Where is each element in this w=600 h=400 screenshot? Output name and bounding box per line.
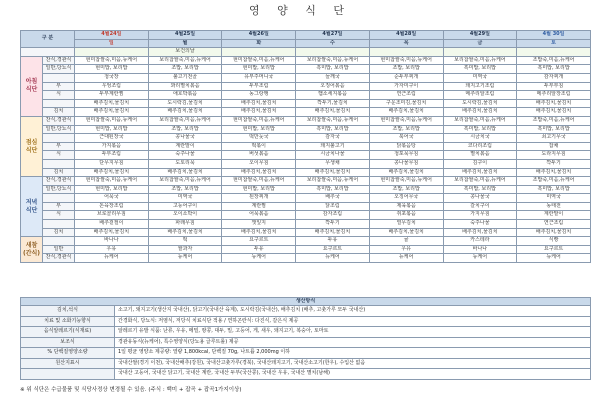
menu-item: 뉴케어 <box>75 254 149 263</box>
menu-item: 배추겉절이 <box>75 220 149 229</box>
menu-item: 현미밥, 보리밥 <box>75 65 149 74</box>
menu-item: 돼지고기조림 <box>443 82 517 91</box>
menu-item: 뉴케어 <box>517 254 591 263</box>
menu-item: 바나나 <box>443 245 517 254</box>
menu-item: 떡만둣국 <box>222 134 296 143</box>
menu-item: 배추김치,물김치 <box>75 108 149 117</box>
menu-item: 햄소세지볶음 <box>296 91 370 100</box>
menu-item: 뉴케어 <box>148 254 222 263</box>
row-label: 찬식,경관식 <box>43 116 75 125</box>
menu-item: 구운조미김,물김치 <box>369 99 443 108</box>
weekday-header: 금 <box>443 39 517 48</box>
menu-item: 돈육장조림 <box>75 202 149 211</box>
menu-item: 코다리조림 <box>443 142 517 151</box>
menu-item: 조밥죽,미음,뉴케어 <box>517 177 591 186</box>
menu-item: 조밥, 보리밥 <box>148 65 222 74</box>
menu-item: 현미찹쌀죽,미음,뉴케어 <box>75 56 149 65</box>
menu-item: 애호박볶음 <box>148 91 222 100</box>
menu-item: 미역국 <box>148 194 222 203</box>
menu-item: 연근조림 <box>517 220 591 229</box>
special-day-label <box>21 48 75 57</box>
menu-item: 우유 <box>369 245 443 254</box>
info-heading: 생산방식 <box>21 298 591 306</box>
menu-item: 시금치나물 <box>296 151 370 160</box>
menu-item: 떡 <box>148 237 222 246</box>
menu-item: 보리찹쌀죽,미음,뉴케어 <box>296 177 370 186</box>
special-day <box>369 48 443 57</box>
menu-item: 잡채 <box>517 142 591 151</box>
meal-snack-label: 새참 (간식) <box>21 237 43 263</box>
menu-item: 계란말이 <box>517 211 591 220</box>
menu-item: 현미찹쌀죽,미음,뉴케어 <box>222 116 296 125</box>
row-label: 찬식,경관식 <box>43 177 75 186</box>
info-label: 치료 및 소화기능향식 <box>21 316 115 327</box>
row-label <box>43 73 75 82</box>
menu-item: 배추김치,물김치 <box>148 168 222 177</box>
row-label: 식 <box>43 91 75 100</box>
menu-item: 청국장 <box>75 73 149 82</box>
menu-item: 돼지불고기 <box>296 142 370 151</box>
menu-item: 배추김치,물김치 <box>75 99 149 108</box>
row-label: 식 <box>43 211 75 220</box>
menu-item: 깍두기 <box>517 159 591 168</box>
menu-item: 현미밥, 보리밥 <box>75 185 149 194</box>
menu-item: 제육볶음 <box>369 202 443 211</box>
menu-item: 미역국 <box>443 73 517 82</box>
special-day <box>222 48 296 57</box>
menu-item: 흑미밥, 보리밥 <box>296 125 370 134</box>
menu-item: 보리찹쌀죽,미음,뉴케어 <box>148 116 222 125</box>
menu-item: 현미밥, 보리밥 <box>222 125 296 134</box>
info-value: 경관유동식(뉴케어), 특수영양식(당뇨용 글루트롤) 제공 <box>115 337 591 348</box>
menu-item: 우유 <box>75 245 149 254</box>
menu-item: 흑미밥, 보리밥 <box>517 185 591 194</box>
menu-item: 뉴케어 <box>222 254 296 263</box>
special-day: 보건의날 <box>148 48 222 57</box>
row-label: 일반,당뇨식 <box>43 65 75 74</box>
weekday-header: 월 <box>148 39 222 48</box>
menu-item: 귤 <box>369 237 443 246</box>
weekday-header: 일 <box>75 39 149 48</box>
menu-item: 동그랑땡 <box>222 91 296 100</box>
row-label: 김치 <box>43 108 75 117</box>
menu-item: 현미찹쌀죽,미음,뉴케어 <box>369 56 443 65</box>
menu-item: 배추김치,물김치 <box>369 168 443 177</box>
date-header: 4월27일 <box>296 31 370 40</box>
menu-item: 배추김치,물김치 <box>296 228 370 237</box>
menu-item: 배추김치,물김치 <box>369 108 443 117</box>
menu-item: 열무김치 <box>369 220 443 229</box>
menu-item: 근대된장국 <box>75 134 149 143</box>
menu-item: 뉴케어 <box>443 254 517 263</box>
weekday-header: 화 <box>222 39 296 48</box>
menu-item: 꽈리멸치볶음 <box>148 82 222 91</box>
info-label: % 단백질영양소량 <box>21 348 115 359</box>
menu-item: 흑미밥, 보리밥 <box>517 125 591 134</box>
menu-item: 배추국 <box>296 194 370 203</box>
info-value: 국내산쌀(경기 이천), 국내산배추(강원), 국내산고춧가루(경북), 국내산돼지고기, 국내산소고기(한우), 수입산 없음 <box>115 358 591 369</box>
row-label: 김치 <box>43 168 75 177</box>
menu-item: 두부계란찜 <box>75 91 149 100</box>
menu-item: 된장찌개 <box>222 194 296 203</box>
info-label: 원산지표시 <box>21 358 115 369</box>
menu-item: 유부주머니국 <box>222 73 296 82</box>
row-label: 일반,당뇨식 <box>43 185 75 194</box>
menu-item: 배추김치,물김치 <box>75 168 149 177</box>
menu-item: 흑미밥, 보리밥 <box>517 65 591 74</box>
special-day <box>296 48 370 57</box>
menu-item: 배추김치,물김치 <box>443 168 517 177</box>
menu-item: 요구르트 <box>296 245 370 254</box>
menu-item: 흑미밥, 보리밥 <box>443 65 517 74</box>
menu-item: 배추김치,물김치 <box>222 108 296 117</box>
menu-item: 배추김치,물김치 <box>222 99 296 108</box>
menu-item: 보리찹쌀죽,미음,뉴케어 <box>443 177 517 186</box>
menu-item: 브로콜리무침 <box>75 211 149 220</box>
menu-item: 고등어구이 <box>148 202 222 211</box>
menu-item: 흑미밥, 보리밥 <box>443 125 517 134</box>
menu-item: 배추김치,물김치 <box>369 228 443 237</box>
menu-item: 도시락김,물김치 <box>443 99 517 108</box>
menu-item: 숙주나물 <box>443 220 517 229</box>
menu-table <box>20 30 591 263</box>
menu-item: 배추김치,물김치 <box>517 228 591 237</box>
menu-item: 쇠고기무국 <box>517 134 591 143</box>
date-header: 4월 30일 <box>517 31 591 40</box>
menu-item: 시금치국 <box>443 134 517 143</box>
row-label: 식 <box>43 151 75 160</box>
menu-item: 뉴케어 <box>296 254 370 263</box>
weekday-header: 수 <box>296 39 370 48</box>
date-header: 4월24일 <box>75 31 149 40</box>
menu-item: 요구르트 <box>517 245 591 254</box>
menu-item: 바나나 <box>75 237 149 246</box>
menu-item: 불고기전골 <box>148 73 222 82</box>
menu-item: 배추김치,물김치 <box>296 108 370 117</box>
menu-item: 배추김치,물김치 <box>517 108 591 117</box>
date-header: 4월25일 <box>148 31 222 40</box>
menu-item: 조밥, 보리밥 <box>148 185 222 194</box>
row-label: 일반 <box>43 245 75 254</box>
menu-item: 배추김치,물김치 <box>148 108 222 117</box>
menu-item: 두유 <box>296 237 370 246</box>
menu-item: 조밥죽,미음,뉴케어 <box>517 116 591 125</box>
menu-item: 흑미밥, 보리밥 <box>443 185 517 194</box>
menu-item: 현미밥, 보리밥 <box>75 125 149 134</box>
menu-item: 콩나물국 <box>148 134 222 143</box>
row-label: 김치 <box>43 228 75 237</box>
special-day <box>517 48 591 57</box>
weekday-header: 토 <box>517 39 591 48</box>
menu-item: 보리찹쌀죽,미음,뉴케어 <box>443 56 517 65</box>
menu-item: 멸치볶음 <box>443 151 517 160</box>
menu-item: 가지무침 <box>443 211 517 220</box>
menu-item: 깻잎지 <box>222 220 296 229</box>
meal-dinner-label: 저녁 식단 <box>21 177 43 237</box>
menu-item: 파래무침 <box>148 220 222 229</box>
date-header: 4월28일 <box>369 31 443 40</box>
info-value: 간경화식, 당뇨식: 저염식, 저당식 치료식단 적용 / 연하곤란식: 다진식, 갈은식 제공 <box>115 316 591 327</box>
menu-item: 두부조림 <box>222 82 296 91</box>
menu-item: 가지볶음 <box>75 142 149 151</box>
menu-item: 깍두기 <box>296 220 370 229</box>
menu-item: 배추김치,물김치 <box>443 108 517 117</box>
menu-item: 현미찹쌀죽,미음,뉴케어 <box>75 116 149 125</box>
menu-item: 감자찌개 <box>517 73 591 82</box>
info-label: 음식알레르기(식재료) <box>21 327 115 338</box>
menu-item: 배추김치,물김치 <box>296 168 370 177</box>
info-label: 김치,석식 <box>21 306 115 317</box>
menu-item: 미역국 <box>517 194 591 203</box>
menu-item: 콩나물국 <box>443 194 517 203</box>
menu-item: 어묵국 <box>75 194 149 203</box>
menu-item: 현미찹쌀죽,미음,뉴케어 <box>222 177 296 186</box>
row-label: 찬식,경관식 <box>43 254 75 263</box>
menu-item: 콩나물무침 <box>369 159 443 168</box>
meal-lunch-label: 점심 식단 <box>21 116 43 176</box>
menu-item: 조밥, 보리밥 <box>369 65 443 74</box>
info-value: 국내산 고등어, 국내산 닭고기, 국내산 계란, 국내산 두부(국산콩), 국내산 우유, 국내산 멸치(남해) <box>115 369 591 380</box>
info-value: 알레르기 유발 식품: 난류, 우유, 메밀, 땅콩, 대두, 밀, 고등어, 게, 새우, 돼지고기, 복숭아, 토마토 <box>115 327 591 338</box>
menu-item: 보리찹쌀죽,미음,뉴케어 <box>296 116 370 125</box>
menu-item: 오이무침 <box>222 159 296 168</box>
menu-item: 현미찹쌀죽,미음,뉴케어 <box>222 56 296 65</box>
menu-item: 보리찹쌀죽,미음,뉴케어 <box>296 56 370 65</box>
row-label <box>43 237 75 246</box>
row-label: 부 <box>43 82 75 91</box>
special-day <box>443 48 517 57</box>
menu-item: 식빵 <box>517 237 591 246</box>
menu-item: 동태전 <box>517 202 591 211</box>
menu-item: 메추리알조림 <box>443 91 517 100</box>
menu-item: 보리찹쌀죽,미음,뉴케어 <box>148 56 222 65</box>
info-label: 보조식 <box>21 337 115 348</box>
footer-note: ※ 위 식단은 수급물품 및 식당사정상 변경될 수 있음. (주식 : 백미 + 잡곡 + 잡곡1가지이상) <box>20 387 242 393</box>
menu-item: 순두부찌개 <box>369 73 443 82</box>
corner-header: 구 분 <box>21 31 75 48</box>
menu-item: 현미찹쌀죽,미음,뉴케어 <box>369 116 443 125</box>
menu-item: 청포묵무침 <box>369 151 443 160</box>
menu-item: 메추리알장조림 <box>517 91 591 100</box>
menu-item: 김구이 <box>443 159 517 168</box>
row-label <box>43 159 75 168</box>
menu-item: 도토리묵 <box>148 159 222 168</box>
menu-item: 배추김치,물김치 <box>443 228 517 237</box>
menu-item: 요구르트 <box>222 237 296 246</box>
page-title: 영 양 식 단 <box>249 4 351 17</box>
row-label <box>43 134 75 143</box>
menu-item: 배추김치,물김치 <box>148 228 222 237</box>
row-label: 일반,당뇨식 <box>43 125 75 134</box>
row-label: 부 <box>43 142 75 151</box>
menu-item: 현미밥, 보리밥 <box>222 185 296 194</box>
weekday-header: 목 <box>369 39 443 48</box>
menu-item: 도시락김,물김치 <box>148 99 222 108</box>
date-header: 4월26일 <box>222 31 296 40</box>
menu-item: 연근조림 <box>369 91 443 100</box>
info-label <box>21 369 115 380</box>
menu-item: 조밥, 보리밥 <box>369 125 443 134</box>
menu-item: 도라지무침 <box>517 151 591 160</box>
menu-item: 현미찹쌀죽,미음,뉴케어 <box>75 177 149 186</box>
menu-item: 감자국 <box>296 134 370 143</box>
menu-item: 계란찜 <box>222 202 296 211</box>
menu-item: 들깨국 <box>296 73 370 82</box>
menu-item: 오징어볶음 <box>296 82 370 91</box>
menu-item: 쥐포볶음 <box>369 211 443 220</box>
menu-item: 뉴케어 <box>369 254 443 263</box>
menu-item: 카스테라 <box>443 237 517 246</box>
menu-item: 흑미밥, 보리밥 <box>296 185 370 194</box>
menu-item: 어묵볶음 <box>222 211 296 220</box>
row-label: 찬식,경관식 <box>43 56 75 65</box>
menu-item: 조밥, 보리밥 <box>148 125 222 134</box>
menu-item: 두유 <box>222 245 296 254</box>
menu-item: 흑미밥, 보리밥 <box>296 65 370 74</box>
menu-item: 배추김치,물김치 <box>517 99 591 108</box>
row-label <box>43 220 75 229</box>
menu-item: 오이소박이 <box>148 211 222 220</box>
menu-item: 배추김치,물김치 <box>222 228 296 237</box>
menu-item: 두부부침 <box>517 82 591 91</box>
menu-item: 가자미구이 <box>369 82 443 91</box>
menu-item: 보리찹쌀죽,미음,뉴케어 <box>443 116 517 125</box>
menu-item: 현미찹쌀죽,미음,뉴케어 <box>369 177 443 186</box>
menu-item: 보리찹쌀죽,미음,뉴케어 <box>148 177 222 186</box>
menu-item: 조밥, 보리밥 <box>369 185 443 194</box>
meal-breakfast-label: 아침 식단 <box>21 56 43 116</box>
info-table <box>20 297 591 380</box>
info-value: 소고기, 돼지고기(생산지 국내산), 닭고기(국내산 육계), 도시락김(국내산), 배추김치 (배추, 고춧가루 모두 국내산) <box>115 306 591 317</box>
date-header: 4월29일 <box>443 31 517 40</box>
special-day <box>75 48 149 57</box>
menu-item: 단무지무침 <box>75 159 149 168</box>
menu-item: 무생채 <box>296 159 370 168</box>
row-label <box>43 99 75 108</box>
menu-item: 쌀과자 <box>148 245 222 254</box>
info-value: 1일 평균 영양소 제공량: 열량 1,800kcal, 단백질 70g, 나트륨 2,000mg 이하 <box>115 348 591 359</box>
menu-item: 깍두기,물김치 <box>296 99 370 108</box>
menu-item: 배추김치,물김치 <box>75 228 149 237</box>
menu-item: 떡볶이 <box>222 142 296 151</box>
menu-item: 배추김치,물김치 <box>517 168 591 177</box>
menu-item: 버섯볶음 <box>222 151 296 160</box>
menu-item: 계란말이 <box>148 142 222 151</box>
menu-item: 오징어무국 <box>369 194 443 203</box>
row-label: 부 <box>43 202 75 211</box>
menu-item: 배추김치,물김치 <box>222 168 296 177</box>
row-label <box>43 194 75 203</box>
menu-item: 우엉조림 <box>75 82 149 91</box>
menu-item: 북어국 <box>369 134 443 143</box>
menu-item: 감자조림 <box>296 211 370 220</box>
menu-item: 조밥죽,미음,뉴케어 <box>517 56 591 65</box>
menu-item: 닭볶음탕 <box>369 142 443 151</box>
menu-item: 갈치구이 <box>443 202 517 211</box>
menu-item: 두부조림 <box>75 151 149 160</box>
menu-item: 닭조림 <box>296 202 370 211</box>
menu-item: 현미밥, 보리밥 <box>222 65 296 74</box>
menu-item: 숙주나물 <box>148 151 222 160</box>
